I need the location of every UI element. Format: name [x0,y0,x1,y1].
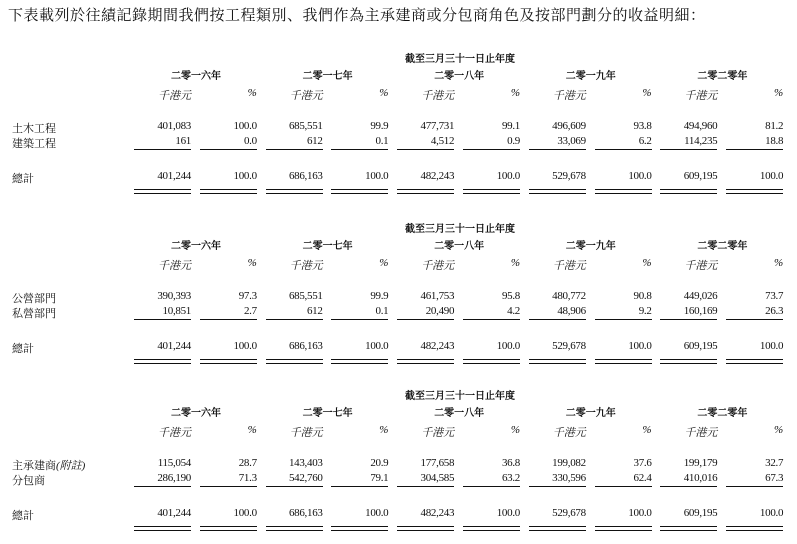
table-cell: 99.1 [501,120,520,132]
subtotal-rule [660,486,717,487]
subtotal-rule [134,149,191,150]
subtotal-rule [529,149,586,150]
total-cell: 100.0 [759,340,784,352]
subtotal-rule [397,486,454,487]
table-cell: 0.1 [375,305,389,317]
year-header: 二零一七年 [302,408,353,419]
year-header: 二零一六年 [171,71,221,82]
subtotal-rule [595,149,652,150]
row-label-text: 公營部門 [12,293,56,305]
period-header: 截至三月三十一日止年度 [405,224,515,235]
total-cell: 609,195 [683,340,718,352]
total-double-rule [397,359,454,364]
total-double-rule [134,526,191,531]
unit-percent: % [510,424,520,436]
total-label: 總計 [12,173,34,185]
table-cell: 685,551 [288,120,323,132]
total-label: 總計 [12,343,34,355]
table-cell: 685,551 [288,290,323,302]
row-label [12,457,85,473]
year-header: 二零一九年 [565,241,616,252]
unit-amount: 千港元 [289,260,323,272]
total-cell: 100.0 [233,340,257,352]
unit-percent: % [642,424,652,436]
unit-percent: % [247,424,257,436]
total-cell: 100.0 [496,170,520,182]
total-double-rule [397,189,454,194]
row-label [12,290,56,306]
table-cell: 542,760 [288,472,323,484]
total-double-rule [463,526,520,531]
table-cell: 390,393 [157,290,191,302]
row-label-text: 土木工程 [12,123,56,135]
unit-percent: % [774,424,784,436]
table-cell: 4.2 [507,305,520,317]
table-cell: 90.8 [633,290,652,302]
table-cell: 2.7 [243,305,257,317]
total-cell: 529,678 [552,507,586,519]
table-cell: 0.0 [243,135,257,147]
total-cell: 100.0 [365,170,389,182]
table-cell: 10,851 [162,305,191,317]
subtotal-rule [660,149,717,150]
table-cell: 71.3 [238,472,257,484]
table-cell: 73.7 [765,290,784,302]
total-double-rule [726,189,783,194]
total-double-rule [529,359,586,364]
table-cell: 67.3 [765,472,784,484]
subtotal-rule [200,486,257,487]
year-header: 二零一七年 [302,241,353,252]
table-cell: 62.4 [633,472,652,484]
subtotal-rule [200,149,257,150]
total-cell: 401,244 [157,340,191,352]
table-cell: 99.9 [370,120,389,132]
total-double-rule [529,526,586,531]
total-cell: 609,195 [683,170,718,182]
table-cell: 286,190 [157,472,191,484]
table-cell: 36.8 [501,457,520,469]
total-double-rule [726,359,783,364]
total-cell: 529,678 [552,340,586,352]
total-double-rule [660,359,717,364]
row-label [12,120,56,136]
table-cell: 28.7 [238,457,257,469]
row-note: (附註) [56,460,86,472]
table-cell: 20.9 [370,457,389,469]
unit-percent: % [247,87,257,99]
table-cell: 0.1 [375,135,389,147]
table-cell: 99.9 [370,290,389,302]
unit-percent: % [774,87,784,99]
year-header: 二零一六年 [171,241,221,252]
unit-amount: 千港元 [421,260,455,272]
subtotal-rule [726,486,783,487]
total-label: 總計 [12,510,34,522]
table-cell: 93.8 [633,120,652,132]
table-cell: 496,609 [552,120,586,132]
subtotal-rule [595,319,652,320]
table-cell: 304,585 [420,472,455,484]
subtotal-rule [397,149,454,150]
total-double-rule [266,189,323,194]
table-cell: 401,083 [157,120,191,132]
intro-text: 下表載列於往績記錄期間我們按工程類別、我們作為主承建商或分包商角色及按部門劃分的收益明細： [8,8,706,24]
total-cell: 100.0 [496,340,520,352]
total-cell: 100.0 [759,170,784,182]
subtotal-rule [200,319,257,320]
row-label [12,472,45,488]
total-cell: 100.0 [628,507,652,519]
year-header: 二零一九年 [565,408,616,419]
total-double-rule [134,359,191,364]
total-double-rule [595,359,652,364]
total-cell: 482,243 [420,507,455,519]
total-cell: 482,243 [420,170,455,182]
subtotal-rule [529,486,586,487]
table-cell: 48,906 [557,305,586,317]
subtotal-rule [463,486,520,487]
revenue-table [0,54,797,207]
unit-amount: 千港元 [684,427,718,439]
total-cell: 100.0 [628,170,652,182]
total-cell: 100.0 [365,507,389,519]
table-cell: 20,490 [425,305,455,317]
unit-amount: 千港元 [289,90,323,102]
table-cell: 63.2 [501,472,520,484]
unit-amount: 千港元 [158,427,191,439]
total-double-rule [266,359,323,364]
unit-percent: % [642,87,652,99]
total-cell: 401,244 [157,507,191,519]
total-cell: 529,678 [552,170,586,182]
total-double-rule [266,526,323,531]
total-double-rule [331,359,388,364]
year-header: 二零二零年 [697,241,748,252]
table-cell: 97.3 [238,290,257,302]
subtotal-rule [660,319,717,320]
row-label-text: 分包商 [12,475,45,487]
total-cell: 686,163 [288,340,323,352]
unit-amount: 千港元 [421,90,455,102]
total-cell: 100.0 [496,507,520,519]
subtotal-rule [331,486,388,487]
subtotal-rule [463,319,520,320]
table-cell: 461,753 [420,290,455,302]
table-cell: 9.2 [638,305,652,317]
subtotal-rule [726,319,783,320]
year-header: 二零一九年 [565,71,616,82]
table-cell: 177,658 [420,457,455,469]
year-header: 二零一六年 [171,408,221,419]
unit-percent: % [379,257,389,269]
total-double-rule [529,189,586,194]
subtotal-rule [266,486,323,487]
total-cell: 100.0 [233,170,257,182]
table-cell: 81.2 [765,120,784,132]
total-double-rule [331,189,388,194]
row-label [12,305,56,321]
table-cell: 143,403 [288,457,323,469]
unit-amount: 千港元 [552,260,586,272]
subtotal-rule [726,149,783,150]
table-cell: 4,512 [430,135,455,147]
total-double-rule [726,526,783,531]
table-cell: 32.7 [765,457,784,469]
revenue-table [0,391,797,544]
total-cell: 401,244 [157,170,191,182]
year-header: 二零一八年 [434,408,485,419]
row-label-text: 主承建商 [12,460,56,472]
unit-amount: 千港元 [421,427,455,439]
table-cell: 480,772 [552,290,586,302]
year-header: 二零一八年 [434,71,485,82]
total-cell: 609,195 [683,507,718,519]
table-cell: 6.2 [638,135,652,147]
period-header: 截至三月三十一日止年度 [405,54,515,65]
total-cell: 100.0 [759,507,784,519]
table-cell: 612 [306,135,323,147]
total-double-rule [660,526,717,531]
total-double-rule [595,189,652,194]
subtotal-rule [266,149,323,150]
unit-percent: % [379,424,389,436]
unit-amount: 千港元 [158,260,191,272]
total-double-rule [463,359,520,364]
unit-percent: % [379,87,389,99]
table-cell: 114,235 [684,135,718,147]
table-cell: 95.8 [501,290,520,302]
unit-amount: 千港元 [552,90,586,102]
table-cell: 330,596 [552,472,586,484]
total-cell: 100.0 [233,507,257,519]
total-double-rule [200,359,257,364]
total-cell: 686,163 [288,170,323,182]
total-double-rule [134,189,191,194]
row-label-text: 建築工程 [12,138,56,150]
total-double-rule [200,189,257,194]
table-cell: 115,054 [157,457,191,469]
unit-amount: 千港元 [684,90,718,102]
table-cell: 18.8 [765,135,784,147]
table-cell: 494,960 [683,120,718,132]
table-cell: 449,026 [683,290,718,302]
table-cell: 100.0 [233,120,257,132]
table-cell: 160,169 [683,305,718,317]
total-double-rule [331,526,388,531]
unit-amount: 千港元 [289,427,323,439]
table-cell: 612 [306,305,323,317]
total-cell: 100.0 [365,340,389,352]
total-cell: 100.0 [628,340,652,352]
subtotal-rule [331,319,388,320]
total-double-rule [397,526,454,531]
year-header: 二零一八年 [434,241,485,252]
row-label [12,135,56,151]
subtotal-rule [397,319,454,320]
table-cell: 37.6 [633,457,652,469]
unit-percent: % [642,257,652,269]
subtotal-rule [595,486,652,487]
subtotal-rule [134,486,191,487]
year-header: 二零二零年 [697,408,748,419]
subtotal-rule [463,149,520,150]
table-cell: 0.9 [507,135,520,147]
table-cell: 199,082 [552,457,586,469]
subtotal-rule [331,149,388,150]
year-header: 二零一七年 [302,71,353,82]
unit-percent: % [510,257,520,269]
year-header: 二零二零年 [697,71,748,82]
total-double-rule [463,189,520,194]
table-cell: 161 [175,135,191,147]
unit-amount: 千港元 [684,260,718,272]
total-cell: 686,163 [288,507,323,519]
unit-amount: 千港元 [552,427,586,439]
total-double-rule [660,189,717,194]
table-cell: 199,179 [683,457,718,469]
subtotal-rule [266,319,323,320]
table-cell: 477,731 [420,120,455,132]
table-cell: 26.3 [765,305,784,317]
row-label-text: 私營部門 [12,308,56,320]
total-double-rule [200,526,257,531]
unit-amount: 千港元 [158,90,191,102]
table-cell: 79.1 [370,472,389,484]
subtotal-rule [529,319,586,320]
subtotal-rule [134,319,191,320]
revenue-table [0,224,797,377]
total-double-rule [595,526,652,531]
unit-percent: % [247,257,257,269]
total-cell: 482,243 [420,340,455,352]
period-header: 截至三月三十一日止年度 [405,391,515,402]
table-cell: 410,016 [683,472,718,484]
unit-percent: % [510,87,520,99]
unit-percent: % [774,257,784,269]
table-cell: 33,069 [557,135,586,147]
